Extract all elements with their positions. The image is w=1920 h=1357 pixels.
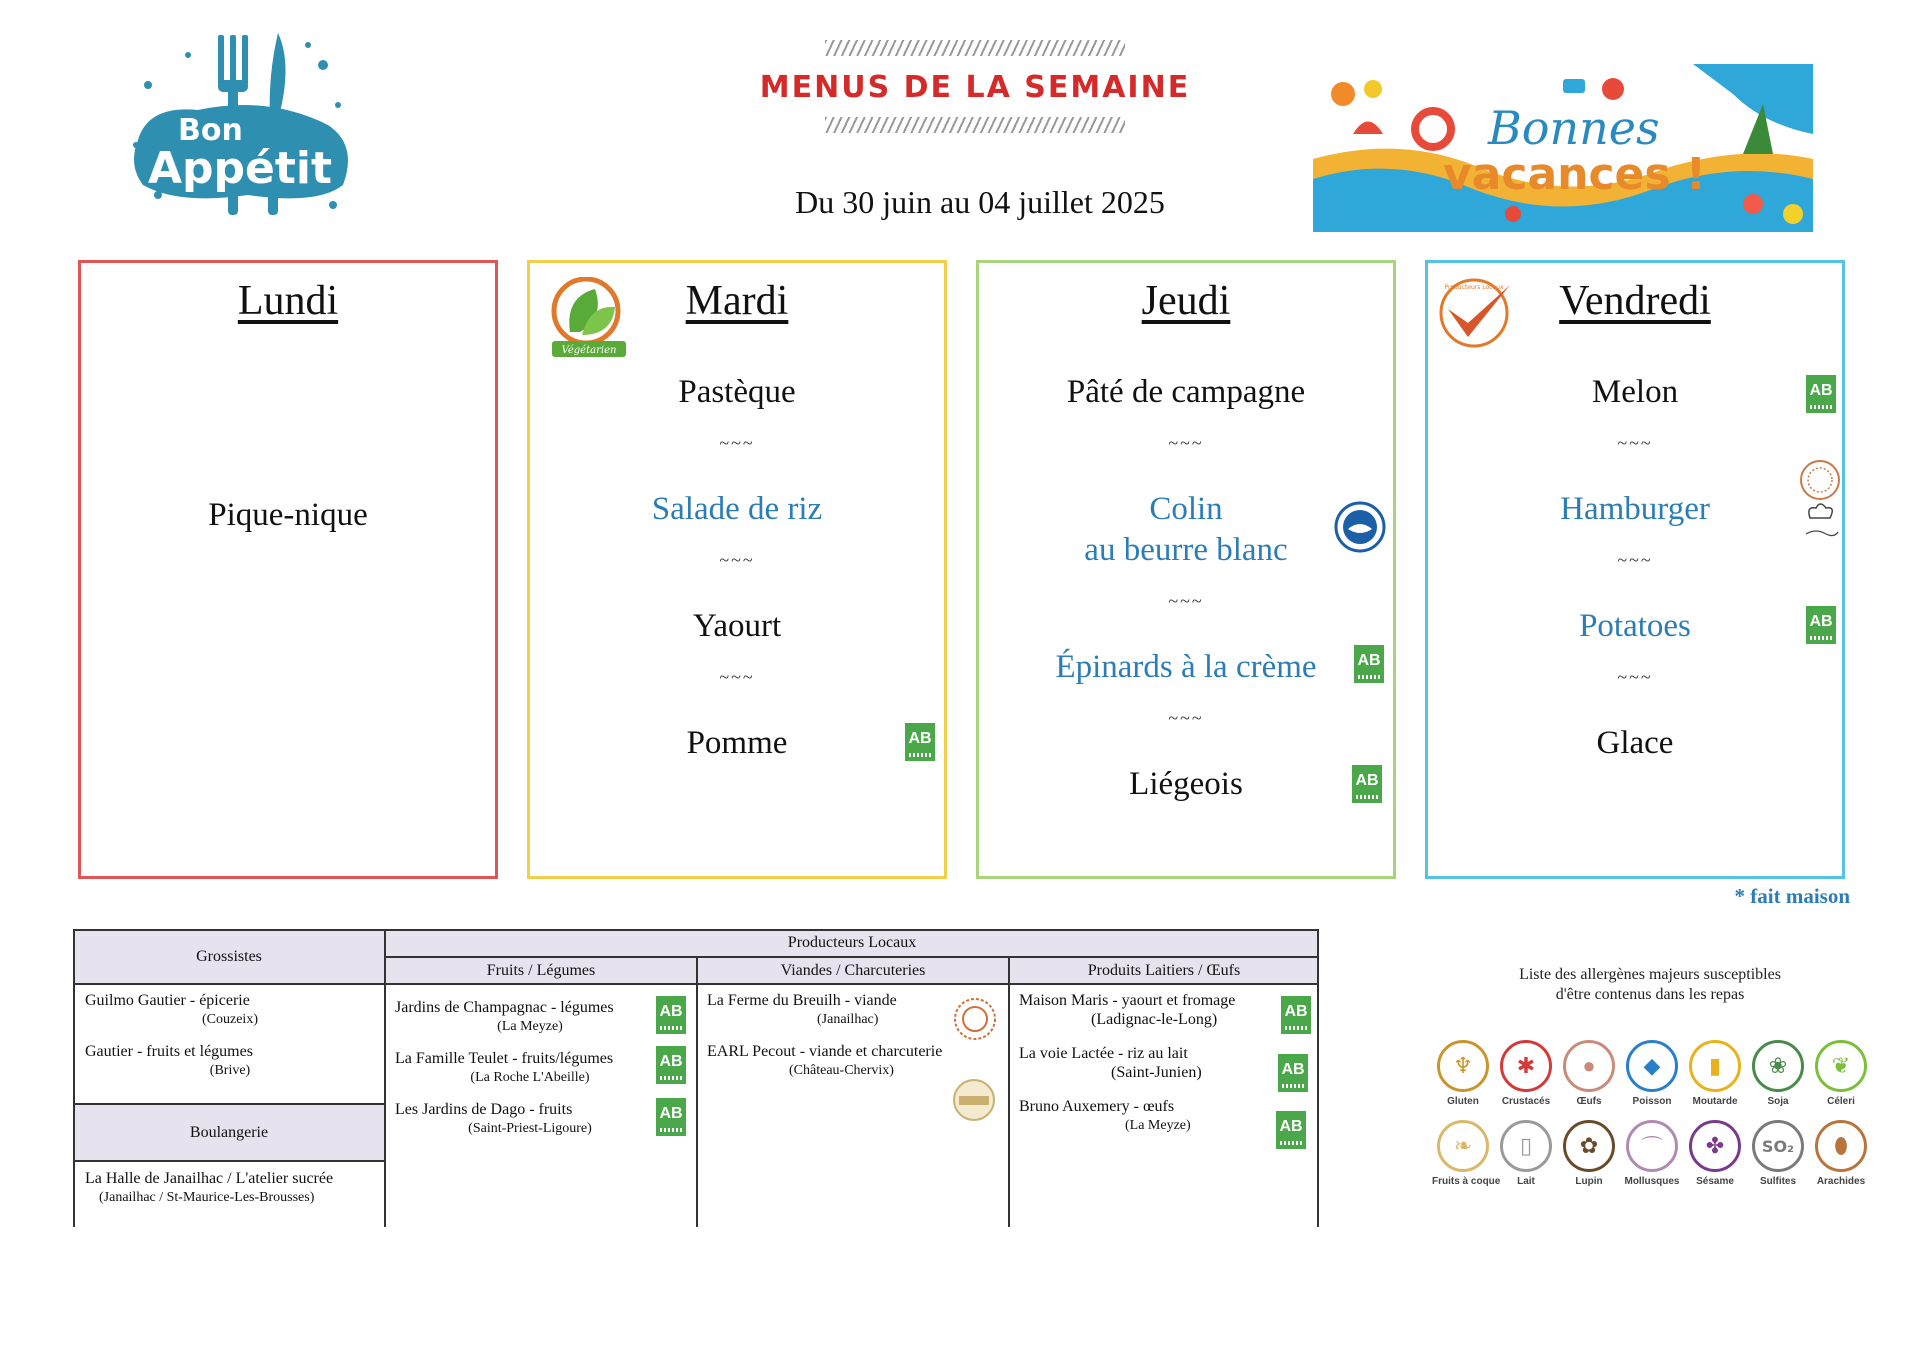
allergen-label: Gluten (1447, 1096, 1479, 1107)
allergen-label: Soja (1767, 1096, 1789, 1107)
nuts-icon: ❧ (1437, 1120, 1489, 1172)
dish-separator: ~~~ (719, 433, 755, 453)
eggs-icon: ● (1563, 1040, 1615, 1092)
date-range: Du 30 juin au 04 juillet 2025 (795, 184, 1165, 220)
celery-icon: ❦ (1815, 1040, 1867, 1092)
allergen-crustaces (1495, 1040, 1557, 1107)
allergen-label: Œufs (1576, 1096, 1602, 1107)
so2-icon: SO₂ (1752, 1120, 1804, 1172)
laitiers-entry (1019, 1097, 1279, 1135)
grossiste-name: Gautier - fruits et légumes (85, 1043, 253, 1060)
dish-side: Épinards à la crème (1055, 649, 1317, 685)
local-farm-seal-icon (953, 997, 997, 1041)
dish-separator: ~~~ (1168, 591, 1204, 611)
allergen-label: Mollusques (1624, 1176, 1680, 1187)
allergen-label: Poisson (1632, 1096, 1672, 1107)
dish-separator: ~~~ (1168, 433, 1204, 453)
mustard-jar-icon: ▮ (1689, 1040, 1741, 1092)
grossiste-entry (85, 991, 375, 1029)
organic-ab-icon: AB (656, 996, 686, 1034)
organic-ab-icon: AB (1354, 645, 1384, 683)
fruits-location: (La Roche L'Abeille) (470, 1070, 590, 1085)
shell-icon: ⌒ (1626, 1120, 1678, 1172)
dish-separator: ~~~ (1617, 667, 1653, 687)
local-producers-badge-label: Producteurs Locaux (1444, 284, 1504, 291)
logo-text-bon: Bon (178, 113, 243, 148)
dish-starter: Pâté de campagne (1066, 374, 1306, 410)
organic-ab-icon: AB (905, 723, 935, 761)
allergen-moutarde (1684, 1040, 1746, 1107)
fruits-name: La Famille Teulet - fruits/légumes (395, 1050, 614, 1067)
allergen-fruits-a-coque (1432, 1120, 1501, 1187)
fruits-entry (395, 1100, 665, 1138)
fruits-entry (395, 1049, 665, 1087)
dish-main-line2: au beurre blanc (1084, 532, 1288, 568)
allergen-label: Lupin (1575, 1176, 1603, 1187)
dish-separator: ~~~ (1168, 708, 1204, 728)
day-title: Mardi (685, 278, 789, 324)
logo-text-appetit: Appétit (148, 143, 333, 194)
header-laitiers: Produits Laitiers / Œufs (1009, 957, 1319, 984)
vacation-banner (1313, 64, 1813, 232)
lupin-icon: ✿ (1563, 1120, 1615, 1172)
laitiers-location: (Saint-Junien) (1111, 1064, 1202, 1081)
boulangerie-entry (85, 1169, 365, 1207)
allergen-label: Crustacés (1501, 1096, 1551, 1107)
dish-separator: ~~~ (1617, 433, 1653, 453)
homemade-chef-icon (1796, 458, 1844, 548)
bon-appetit-logo (118, 25, 368, 230)
dish-separator: ~~~ (719, 550, 755, 570)
boulangerie-name: La Halle de Janailhac / L'atelier sucrée (85, 1170, 334, 1187)
allergens-title-line2: d'être contenus dans les repas (1555, 986, 1745, 1003)
laitiers-name: La voie Lactée - riz au lait (1019, 1045, 1188, 1062)
fruits-name: Jardins de Champagnac - légumes (395, 999, 614, 1016)
allergen-sulfites (1747, 1120, 1809, 1187)
allergen-lupin (1558, 1120, 1620, 1187)
dish-dessert: Pomme (686, 725, 788, 761)
dish-side: Potatoes (1579, 608, 1691, 644)
fruits-location: (La Meyze) (497, 1019, 563, 1034)
organic-ab-icon: AB (656, 1046, 686, 1084)
laitiers-name: Maison Maris - yaourt et fromage (1019, 992, 1236, 1009)
dish-separator: ~~~ (719, 667, 755, 687)
viandes-location: (Château-Chervix) (789, 1063, 894, 1078)
organic-ab-icon: AB (1278, 1054, 1308, 1092)
fish-icon: ◆ (1626, 1040, 1678, 1092)
banner-text-bonnes: Bonnes (1488, 101, 1660, 155)
farm-produce-seal-icon (951, 1077, 997, 1123)
fruits-name: Les Jardins de Dago - fruits (395, 1101, 573, 1118)
allergen-label: Fruits à coque (1432, 1176, 1501, 1187)
soy-icon: ❀ (1752, 1040, 1804, 1092)
viandes-name: EARL Pecout - viande et charcuterie (707, 1043, 943, 1060)
viandes-entry (707, 991, 977, 1029)
fruits-location: (Saint-Priest-Ligoure) (468, 1121, 592, 1136)
organic-ab-icon: AB (1281, 996, 1311, 1034)
allergen-label: Céleri (1827, 1096, 1855, 1107)
title-block (745, 40, 1205, 133)
sesame-icon: ✤ (1689, 1120, 1741, 1172)
dish-separator: ~~~ (1617, 550, 1653, 570)
laitiers-location: (La Meyze) (1125, 1118, 1191, 1133)
organic-ab-icon: AB (1806, 375, 1836, 413)
day-title: Lundi (237, 278, 339, 324)
allergen-gluten (1432, 1040, 1494, 1107)
boulangerie-location: (Janailhac / St-Maurice-Les-Brousses) (99, 1190, 315, 1205)
organic-ab-icon: AB (1276, 1111, 1306, 1149)
page-title: MENUS DE LA SEMAINE (759, 70, 1191, 105)
allergen-oeufs (1558, 1040, 1620, 1107)
header-boulangerie: Boulangerie (73, 1104, 385, 1161)
allergen-label: Sulfites (1759, 1176, 1797, 1187)
dish-dessert: Glace (1596, 725, 1674, 761)
wheat-icon: ♆ (1437, 1040, 1489, 1092)
header-producteurs-locaux: Producteurs Locaux (385, 929, 1319, 957)
allergens-title-line1: Liste des allergènes majeurs susceptibles (1519, 966, 1781, 983)
dish-main: Salade de riz (651, 491, 823, 527)
hatch-divider-bottom (825, 117, 1125, 133)
grossiste-location: (Brive) (209, 1063, 251, 1078)
day-title: Jeudi (1141, 278, 1231, 324)
dish-starter: Melon (1591, 374, 1679, 410)
allergen-sesame (1684, 1120, 1746, 1187)
allergen-poisson (1621, 1040, 1683, 1107)
allergen-label: Arachides (1816, 1176, 1866, 1187)
dish-starter: Pastèque (678, 374, 796, 410)
day-card-jeudi (976, 260, 1396, 879)
allergen-mollusques (1621, 1120, 1683, 1187)
viandes-location: (Janailhac) (817, 1012, 879, 1027)
allergen-lait (1495, 1120, 1557, 1187)
grossiste-name: Guilmo Gautier - épicerie (85, 992, 250, 1009)
allergen-soja (1747, 1040, 1809, 1107)
fruits-entry (395, 998, 665, 1036)
crab-icon: ✱ (1500, 1040, 1552, 1092)
laitiers-entry (1019, 1044, 1279, 1082)
hatch-divider-top (825, 40, 1125, 56)
organic-ab-icon: AB (656, 1098, 686, 1136)
suppliers-table (73, 929, 1319, 1227)
viandes-entry (707, 1042, 997, 1080)
viandes-name: La Ferme du Breuilh - viande (707, 992, 897, 1009)
header-fruits-legumes: Fruits / Légumes (385, 957, 697, 984)
grossiste-location: (Couzeix) (202, 1012, 258, 1027)
dish-main: Hamburger (1560, 491, 1710, 527)
peanut-icon: ⬮ (1815, 1120, 1867, 1172)
day-title: Vendredi (1559, 278, 1711, 324)
organic-ab-icon: AB (1352, 765, 1382, 803)
allergen-arachides (1810, 1120, 1872, 1187)
allergens-title (1480, 965, 1820, 1005)
milk-carton-icon: ▯ (1500, 1120, 1552, 1172)
vegetarian-badge-label: Végétarien (561, 345, 617, 356)
header-grossistes: Grossistes (73, 929, 385, 984)
day-card-mardi (527, 260, 947, 879)
homemade-footnote: * fait maison (1734, 884, 1850, 908)
day-card-vendredi (1425, 260, 1845, 879)
allergen-label: Moutarde (1692, 1096, 1738, 1107)
grossiste-entry (85, 1042, 375, 1080)
day-card-lundi (78, 260, 498, 879)
dish-dairy: Yaourt (692, 608, 782, 644)
allergen-label: Sésame (1696, 1176, 1734, 1187)
laitiers-location: (Ladignac-le-Long) (1091, 1011, 1218, 1028)
dish-starter: Pique-nique (208, 497, 368, 533)
laitiers-entry (1019, 991, 1299, 1029)
dish-main-line1: Colin (1149, 491, 1223, 527)
allergen-label: Lait (1517, 1176, 1535, 1187)
dish-dessert: Liégeois (1129, 766, 1243, 802)
organic-ab-icon: AB (1806, 606, 1836, 644)
banner-text-vacances: vacances ! (1443, 149, 1706, 200)
header-viandes: Viandes / Charcuteries (697, 957, 1009, 984)
allergen-celeri (1810, 1040, 1872, 1107)
laitiers-name: Bruno Auxemery - œufs (1019, 1098, 1175, 1115)
sustainable-fishing-icon (1334, 501, 1386, 553)
